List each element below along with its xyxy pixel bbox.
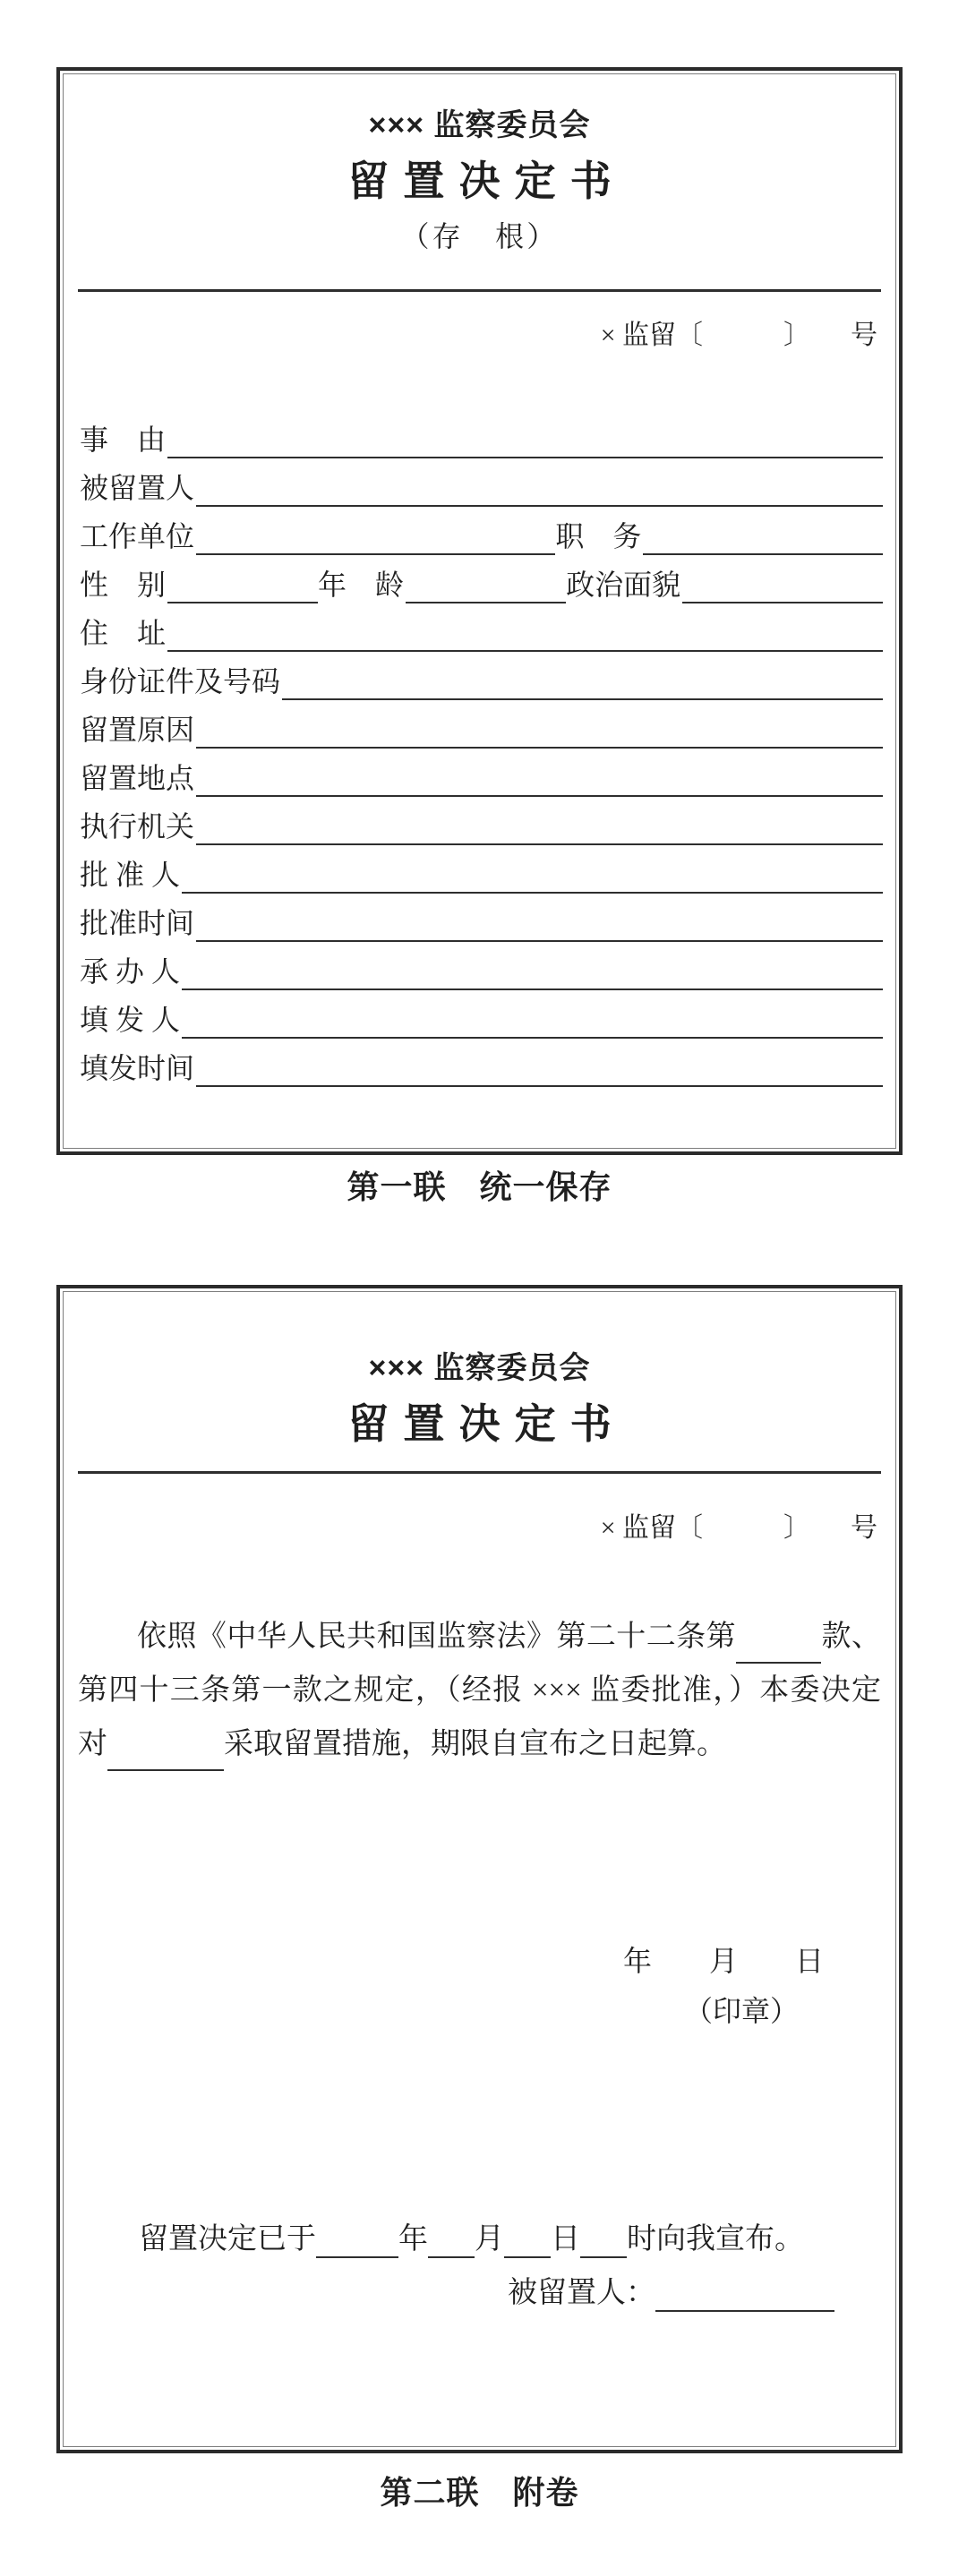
- signee-line: [60, 2274, 899, 2312]
- blank-line: [107, 1740, 224, 1771]
- doc-number: × 监留〔 〕 号: [600, 321, 877, 350]
- text-run: 日: [551, 2223, 580, 2255]
- doc-number: × 监留〔 〕 号: [600, 1513, 877, 1543]
- form-field-row: [80, 894, 883, 942]
- field-label: 承 办 人: [80, 955, 181, 988]
- field-blank-line: [282, 698, 883, 700]
- field-blank-line: [167, 602, 318, 603]
- form-field-row: [80, 845, 883, 894]
- blank-line: [428, 2227, 475, 2258]
- doc-title: 留置决定书: [347, 1401, 626, 1447]
- field-blank-line: [196, 553, 555, 555]
- form-field-row: [80, 942, 883, 990]
- text-run: 款、第四十三条第一款之规定，（经报 ××× 监委批准，）本委决定对: [78, 1621, 882, 1760]
- form-field-row: [80, 797, 883, 845]
- decision-caption: 第二联 附卷: [380, 2475, 579, 2511]
- form-field-row: [80, 700, 883, 749]
- stub-form: [56, 67, 903, 1155]
- blank-line: [504, 2227, 551, 2258]
- decision-body: [60, 1610, 899, 1771]
- form-field-row: [80, 652, 883, 700]
- field-blank-line: [167, 457, 883, 458]
- doc-title: 留置决定书: [347, 158, 626, 204]
- text-run: 月: [475, 2223, 504, 2255]
- stub-fields: [60, 410, 899, 1087]
- form-field-row: [80, 603, 883, 652]
- signee-blank-line: [655, 2281, 834, 2312]
- stub-header: [60, 71, 899, 255]
- field-label: 留置原因: [80, 714, 195, 746]
- field-label: 批准时间: [80, 907, 195, 939]
- field-blank-line: [196, 505, 883, 507]
- form-field-row: [80, 749, 883, 797]
- header-rule: [78, 1471, 881, 1474]
- doc-subtitle: （存 根）: [400, 220, 559, 252]
- field-label: 填 发 人: [80, 1004, 181, 1036]
- blank-line: [736, 1632, 821, 1664]
- field-label: 性 别: [80, 569, 167, 601]
- org-name: ××× 监察委员会: [368, 1351, 591, 1385]
- field-blank-line: [406, 602, 566, 603]
- field-blank-line: [182, 892, 883, 894]
- field-label: 批 准 人: [80, 859, 181, 891]
- field-label: 工作单位: [80, 520, 195, 552]
- field-blank-line: [167, 650, 883, 652]
- field-blank-line: [643, 553, 883, 555]
- field-label: 被留置人: [80, 472, 195, 504]
- field-blank-line: [682, 602, 883, 603]
- field-label: 填发时间: [80, 1052, 195, 1084]
- field-blank-line: [196, 795, 883, 797]
- field-label: 职 务: [555, 520, 642, 552]
- field-blank-line: [196, 940, 883, 942]
- header-rule: [78, 289, 881, 292]
- stub-caption: 第一联 统一保存: [347, 1169, 612, 1205]
- date-line: 年 月 日: [622, 1945, 824, 1977]
- field-blank-line: [182, 988, 883, 990]
- field-blank-line: [196, 1085, 883, 1087]
- decision-form: [56, 1285, 903, 2453]
- announce-line: [60, 2221, 899, 2258]
- org-name: ××× 监察委员会: [368, 108, 591, 142]
- form-field-row: [80, 507, 883, 555]
- blank-line: [580, 2227, 627, 2258]
- form-field-row: [80, 990, 883, 1039]
- text-run: 时向我宣布。: [627, 2223, 804, 2255]
- text-run: 留置决定已于: [139, 2223, 316, 2255]
- field-label: 事 由: [80, 424, 167, 456]
- seal-note: （印章）: [683, 1995, 799, 2027]
- form-field-row: [80, 555, 883, 603]
- form-field-row: [80, 410, 883, 458]
- field-label: 执行机关: [80, 810, 195, 843]
- text-run: 年: [398, 2223, 428, 2255]
- field-blank-line: [196, 843, 883, 845]
- field-label: 身份证件及号码: [80, 665, 281, 697]
- field-blank-line: [196, 747, 883, 749]
- text-run: 依照《中华人民共和国监察法》第二十二条第: [137, 1621, 737, 1653]
- form-field-row: [80, 1039, 883, 1087]
- field-label: 年 龄: [317, 569, 404, 601]
- field-label: 政治面貌: [566, 569, 681, 601]
- form-field-row: [80, 458, 883, 507]
- field-label: 留置地点: [80, 762, 195, 794]
- decision-header: [60, 1288, 899, 1450]
- signee-label: 被留置人：: [508, 2277, 655, 2309]
- blank-line: [316, 2227, 398, 2258]
- text-run: 采取留置措施，期限自宣布之日起算。: [224, 1728, 726, 1760]
- field-blank-line: [182, 1037, 883, 1039]
- field-label: 住 址: [80, 617, 167, 649]
